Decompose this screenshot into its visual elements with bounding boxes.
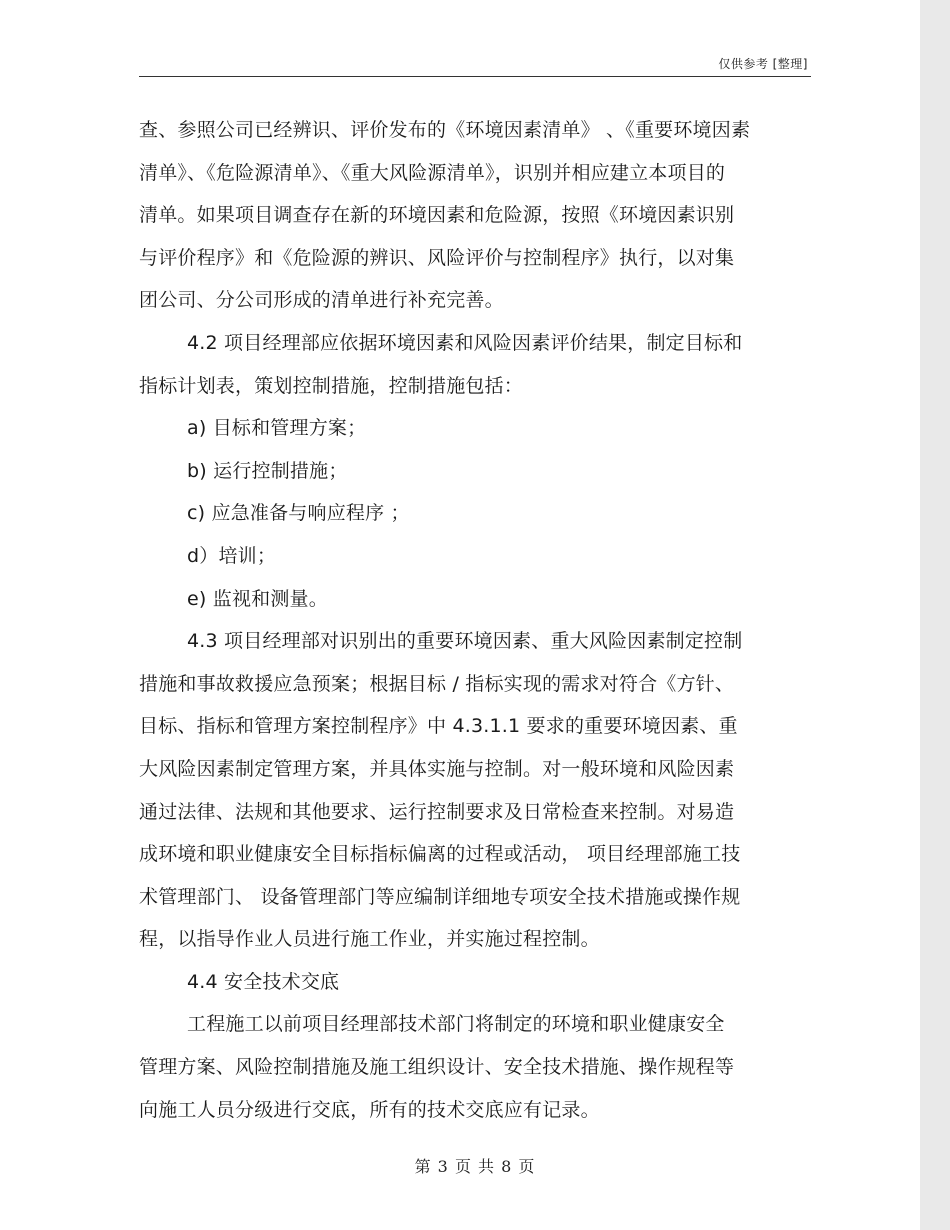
- list-item: b) 运行控制措施；: [187, 459, 348, 482]
- list-item: e) 监视和测量。: [187, 587, 328, 610]
- text-line: 指标计划表，策划控制措施，控制措施包括：: [139, 374, 524, 397]
- text-line: 管理方案、风险控制措施及施工组织设计、安全技术措施、操作规程等: [139, 1056, 735, 1079]
- list-item: d）培训；: [187, 544, 277, 567]
- text-line: 措施和事故救援应急预案；根据目标 / 指标实现的需求对符合《方针、: [139, 672, 735, 695]
- section-heading-4-4: 4.4 安全技术交底: [187, 970, 340, 993]
- list-item: c) 应急准备与响应程序 ；: [187, 502, 410, 525]
- document-body: [139, 109, 811, 1131]
- text-line: 查、参照公司已经辨识、评价发布的《环境因素清单》 、《重要环境因素: [139, 119, 751, 141]
- text-line: 目标、指标和管理方案控制程序》中 4.3.1.1 要求的重要环境因素、重: [139, 715, 738, 738]
- text-line: 通过法律、法规和其他要求、运行控制要求及日常检查来控制。对易造: [139, 800, 735, 823]
- text-line: 团公司、分公司形成的清单进行补充完善。: [139, 289, 504, 312]
- text-line: 术管理部门、 设备管理部门等应编制详细地专项安全技术措施或操作规: [139, 885, 741, 908]
- page-footer: 第 3 页 共 8 页: [414, 1157, 536, 1176]
- text-line: 清单》、《危险源清单》、《重大风险源清单》，识别并相应建立本项目的: [139, 161, 726, 184]
- text-line: 工程施工以前项目经理部技术部门将制定的环境和职业健康安全: [187, 1013, 725, 1036]
- page-edge: [920, 0, 950, 1230]
- section-heading-4-2: 4.2 项目经理部应依据环境因素和风险因素评价结果，制定目标和: [187, 331, 743, 354]
- text-line: 成环境和职业健康安全目标指标偏离的过程或活动， 项目经理部施工技: [139, 843, 741, 866]
- text-line: 与评价程序》和《危险源的辨识、风险评价与控制程序》执行，以对集: [139, 246, 735, 269]
- text-line: 程，以指导作业人员进行施工作业，并实施过程控制。: [139, 928, 600, 951]
- text-line: 清单。如果项目调查存在新的环境因素和危险源，按照《环境因素识别: [139, 204, 735, 227]
- list-item: a) 目标和管理方案；: [187, 417, 367, 440]
- header-rule: [139, 76, 811, 77]
- text-line: 向施工人员分级进行交底，所有的技术交底应有记录。: [139, 1098, 600, 1121]
- header-note: 仅供参考 [整理]: [718, 57, 808, 71]
- text-line: 大风险因素制定管理方案，并具体实施与控制。对一般环境和风险因素: [139, 757, 735, 780]
- section-heading-4-3: 4.3 项目经理部对识别出的重要环境因素、重大风险因素制定控制: [187, 630, 743, 653]
